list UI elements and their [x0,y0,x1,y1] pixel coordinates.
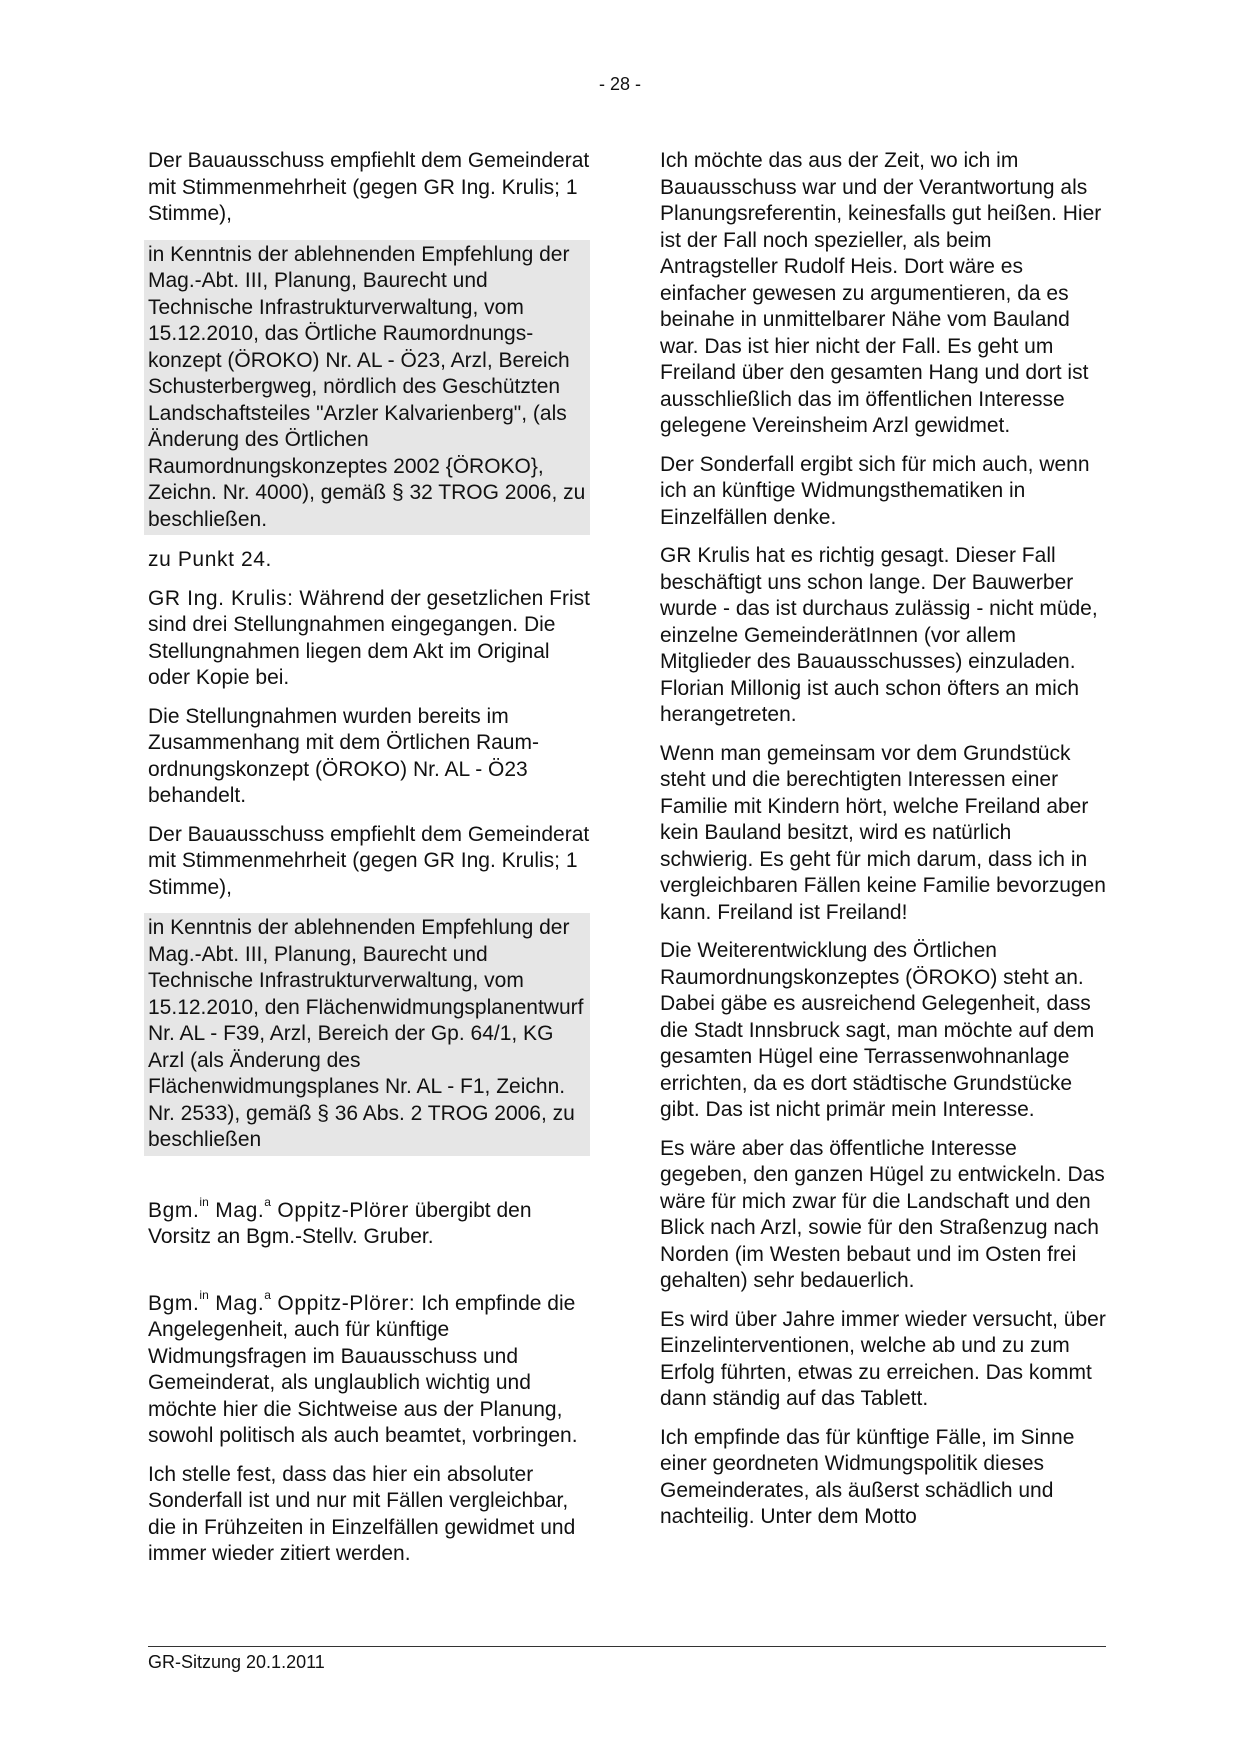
paragraph: Es wird über Jahre immer wieder versucht, über Einzelinterventionen, welche ab und zu zum Erfolg führten, etwas zu erreichen. Das kommt dann ständig auf das Tablett. [660,1307,1106,1410]
paragraph: Die Weiterentwicklung des Örtlichen Raumordnungskonzeptes (ÖROKO) steht an. Dabei gäbe es ausreichend Gelegenheit, dass die Stadt Innsbruck sagt, man möchte auf dem gesamten Hügel eine Terrassenwohnanlage errichten, da es dort städtische Grundstücke gibt. Das ist nicht primär mein Interesse. [660,939,1095,1121]
footer-divider [148,1646,1106,1647]
speech-text: übergibt den Vorsitz an Bgm.-Stellv. Gruber. [148,1198,532,1248]
paragraph: Es wäre aber das öffentliche Interesse gegeben, den ganzen Hügel zu entwickeln. Das wäre für mich zwar für die Landschaft und den Blick nach Arzl, sowie für den Straßenzug nach Norden (im Westen bebaut und im Osten frei gehalten) sehr bedauerlich. [660,1136,1105,1292]
superscript: a [264,1194,271,1209]
paragraph: Ich möchte das aus der Zeit, wo ich im Bauausschuss war und der Verantwortung als Planungsreferentin, keinesfalls gut heißen. Hier ist der Fall noch spezieller, als beim Antragsteller Rudolf Heis. Dort wäre es einfacher gewesen zu argumentieren, da es beinahe in unmittelbarer Nähe vom Bauland war. Das ist hier nicht der Fall. Es geht um Freiland über den gesamten Hang und dort ist ausschließlich das im öffentlichen Interesse gelegene Vereinsheim Arzl gewidmet. [660,149,1102,437]
paragraph: Ich empfinde das für künftige Fälle, im Sinne einer geordneten Widmungspolitik dieses Gemeinderates, als äußerst schädlich und nachteilig. Unter dem Motto [660,1425,1075,1528]
footer-session-date: GR-Sitzung 20.1.2011 [148,1652,325,1672]
shaded-resolution: in Kenntnis der ablehnenden Empfehlung der Mag.-Abt. III, Planung, Baurecht und Technische Infrastrukturverwaltung, vom 15.12.2010, den Flächenwidmungsplanentwurf Nr. AL - F39, Arzl, Bereich der Gp. 64/1, KG Arzl (als Änderung des Flächenwidmungsplanes Nr. AL - F1, Zeichn. Nr. 2533), gemäß § 36 Abs. 2 TROG 2006, zu beschließen [144,913,590,1156]
paragraph [148,1287,590,1450]
paragraph: Ich stelle fest, dass das hier ein absoluter Sonderfall ist und nur mit Fällen vergleichbar, die in Frühzeiten in Einzelfällen gewidmet und immer wieder zitiert werden. [148,1462,576,1565]
speaker-title: Bgm. [148,1198,200,1222]
speaker-name: GR Ing. Krulis: [148,586,294,610]
paragraph: Wenn man gemeinsam vor dem Grundstück steht und die berechtigten Interessen einer Familie mit Kindern hört, welche Freiland aber kein Bauland besitzt, wird es natürlich schwierig. Es geht für mich darum, dass ich in vergleichbaren Fällen keine Familie bevorzugen kann. Freiland ist Freiland! [660,741,1106,924]
paragraph: GR Krulis hat es richtig gesagt. Dieser Fall beschäftigt uns schon lange. Der Bauwerber wurde - das ist durchaus zulässig - nicht müde, einzelne GemeinderätInnen (vor allem Mitglieder des Bauausschusses) einzuladen. Florian Millonig ist auch schon öfters an mich herangetreten. [660,544,1098,726]
speaker-title: Mag. [208,1198,265,1222]
agenda-item-heading: zu Punkt 24. [148,548,272,571]
paragraph: Die Stellungnahmen wurden bereits im Zusammenhang mit dem Örtlichen Raumordnungskonzept (ÖROKO) Nr. AL - Ö23 behandelt. [148,704,539,807]
superscript: a [264,1287,271,1302]
speaker-title: Mag. [208,1291,265,1315]
right-column [660,148,1110,1543]
speaker-name: Oppitz-Plörer [270,1198,409,1222]
speech-text: Ich empfinde die Angelegenheit, auch für künftige Widmungsfragen im Bauausschuss und Gemeinderat, als unglaublich wichtig und möchte hier die Sichtweise aus der Planung, sowohl politisch als auch beamtet, vorbringen. [148,1291,578,1447]
superscript: in [199,1287,209,1302]
shaded-resolution: in Kenntnis der ablehnenden Empfehlung der Mag.-Abt. III, Planung, Baurecht und Technische Infrastrukturverwaltung, vom 15.12.2010, das Örtliche Raumordnungskonzept (ÖROKO) Nr. AL - Ö23, Arzl, Bereich Schusterbergweg, nördlich des Geschützten Landschaftsteiles "Arzler Kalvarienberg", (als Änderung des Örtlichen Raumordnungskonzeptes 2002 {ÖROKO}, Zeichn. Nr. 4000), gemäß § 32 TROG 2006, zu beschließen. [144,240,590,536]
page-number: - 28 - [598,74,641,94]
speech-text: Während der gesetzlichen Frist sind drei Stellungnahmen eingegangen. Die Stellungnahmen liegen dem Akt im Original oder Kopie bei. [148,586,591,689]
paragraph [148,1194,590,1251]
left-column [148,148,590,1580]
speaker-title: Bgm. [148,1291,200,1315]
paragraph: Der Sonderfall ergibt sich für mich auch, wenn ich an künftige Widmungsthematiken in Einzelfällen denke. [660,452,1090,529]
paragraph: Der Bauausschuss empfiehlt dem Gemeinderat mit Stimmenmehrheit (gegen GR Ing. Krulis; 1 Stimme), [148,149,590,225]
speaker-name: Oppitz-Plörer: [270,1291,416,1315]
paragraph: Der Bauausschuss empfiehlt dem Gemeinderat mit Stimmenmehrheit (gegen GR Ing. Krulis; 1 Stimme), [148,822,590,899]
paragraph [148,586,590,692]
superscript: in [199,1194,209,1209]
